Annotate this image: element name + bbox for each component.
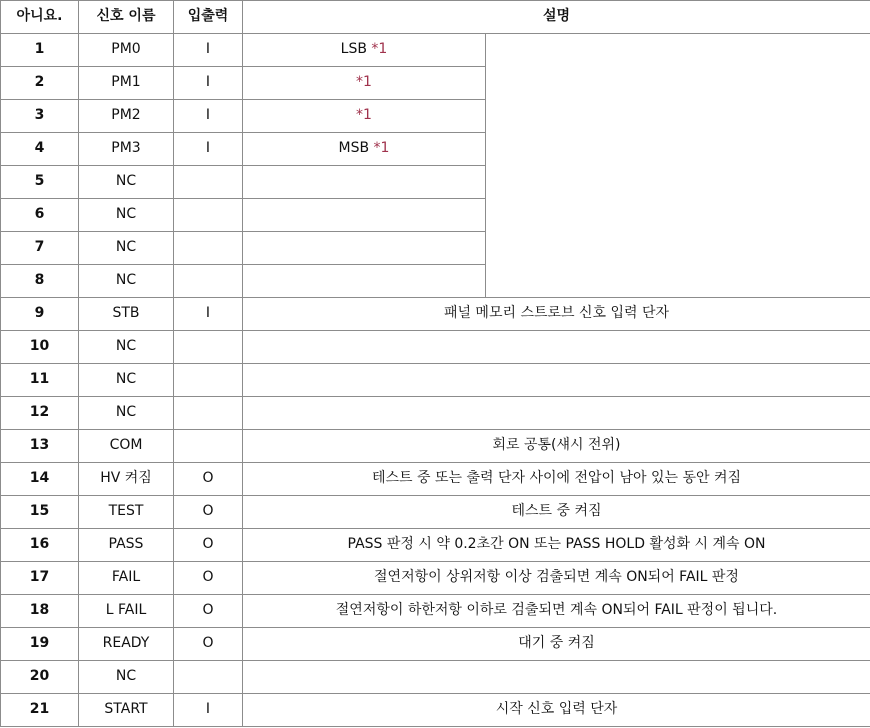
table-row [1,628,870,661]
row-number: 3 [1,100,79,133]
signal-name: TEST [79,496,174,529]
row-number: 20 [1,661,79,694]
signal-name: NC [79,265,174,298]
description [243,265,486,298]
description [243,199,486,232]
row-number: 19 [1,628,79,661]
signal-name: NC [79,166,174,199]
description [243,397,870,430]
signal-name: L FAIL [79,595,174,628]
footnote-mark: *1 [371,41,388,58]
table-row [1,34,870,67]
io-type [174,397,243,430]
signal-name: READY [79,628,174,661]
footnote-mark: *1 [373,140,390,157]
signal-name: NC [79,364,174,397]
signal-name: NC [79,331,174,364]
signal-name: PM3 [79,133,174,166]
row-number: 6 [1,199,79,232]
row-number: 10 [1,331,79,364]
signal-name: FAIL [79,562,174,595]
description: 패널 메모리 스트로브 신호 입력 단자 [243,298,870,331]
footnote-mark: *1 [356,107,372,124]
description [243,166,486,199]
io-type: O [174,496,243,529]
io-type [174,364,243,397]
io-type [174,331,243,364]
table-body [1,34,870,727]
io-type: O [174,463,243,496]
row-number: 8 [1,265,79,298]
signal-name: PM2 [79,100,174,133]
description: PASS 판정 시 약 0.2초간 ON 또는 PASS HOLD 활성화 시 계속 ON [243,529,870,562]
io-type: I [174,67,243,100]
row-number: 9 [1,298,79,331]
table-row [1,496,870,529]
row-number: 12 [1,397,79,430]
description [243,133,486,166]
table-row [1,463,870,496]
description [243,331,870,364]
row-number: 2 [1,67,79,100]
row-number: 14 [1,463,79,496]
row-number: 18 [1,595,79,628]
row-number: 4 [1,133,79,166]
header-description: 설명 [243,1,870,34]
io-type: O [174,562,243,595]
io-type: I [174,34,243,67]
io-type [174,199,243,232]
table-row [1,694,870,727]
row-number: 16 [1,529,79,562]
io-type: O [174,628,243,661]
description [243,67,486,100]
description: 절연저항이 하한저항 이하로 검출되면 계속 ON되어 FAIL 판정이 됩니다. [243,595,870,628]
row-number: 11 [1,364,79,397]
table-row [1,298,870,331]
table-row [1,562,870,595]
io-type: I [174,100,243,133]
row-number: 5 [1,166,79,199]
row-number: 17 [1,562,79,595]
row-number: 7 [1,232,79,265]
row-number: 15 [1,496,79,529]
io-type: I [174,694,243,727]
io-type [174,430,243,463]
description [243,34,486,67]
description: 시작 신호 입력 단자 [243,694,870,727]
io-type [174,232,243,265]
row-number: 13 [1,430,79,463]
description-text: MSB [338,140,370,157]
description [243,232,486,265]
header-no: 아니요. [1,1,79,34]
io-type: O [174,529,243,562]
description [243,364,870,397]
header-row [1,1,870,34]
table-row [1,430,870,463]
signal-name: PASS [79,529,174,562]
row-number: 1 [1,34,79,67]
signal-name: PM0 [79,34,174,67]
description-text: LSB [340,41,367,58]
description [243,100,486,133]
signal-name: STB [79,298,174,331]
table-row [1,529,870,562]
signal-name: PM1 [79,67,174,100]
signal-name: NC [79,199,174,232]
header-signal-name: 신호 이름 [79,1,174,34]
table-row [1,397,870,430]
signal-name: NC [79,232,174,265]
table-row [1,331,870,364]
io-type [174,661,243,694]
description [243,661,870,694]
io-type: I [174,133,243,166]
table-row [1,661,870,694]
blank-merged-cell [486,34,870,298]
description: 절연저항이 상위저항 이상 검출되면 계속 ON되어 FAIL 판정 [243,562,870,595]
footnote-mark: *1 [356,74,372,91]
signal-name: NC [79,397,174,430]
io-type [174,166,243,199]
description: 대기 중 켜짐 [243,628,870,661]
io-type [174,265,243,298]
signal-name: NC [79,661,174,694]
row-number: 21 [1,694,79,727]
description: 테스트 중 켜짐 [243,496,870,529]
table-row [1,364,870,397]
io-type: O [174,595,243,628]
signal-name: HV 켜짐 [79,463,174,496]
description: 회로 공통(섀시 전위) [243,430,870,463]
description: 테스트 중 또는 출력 단자 사이에 전압이 남아 있는 동안 켜짐 [243,463,870,496]
table-row [1,595,870,628]
signal-name: COM [79,430,174,463]
signal-name: START [79,694,174,727]
header-io: 입출력 [174,1,243,34]
io-type: I [174,298,243,331]
